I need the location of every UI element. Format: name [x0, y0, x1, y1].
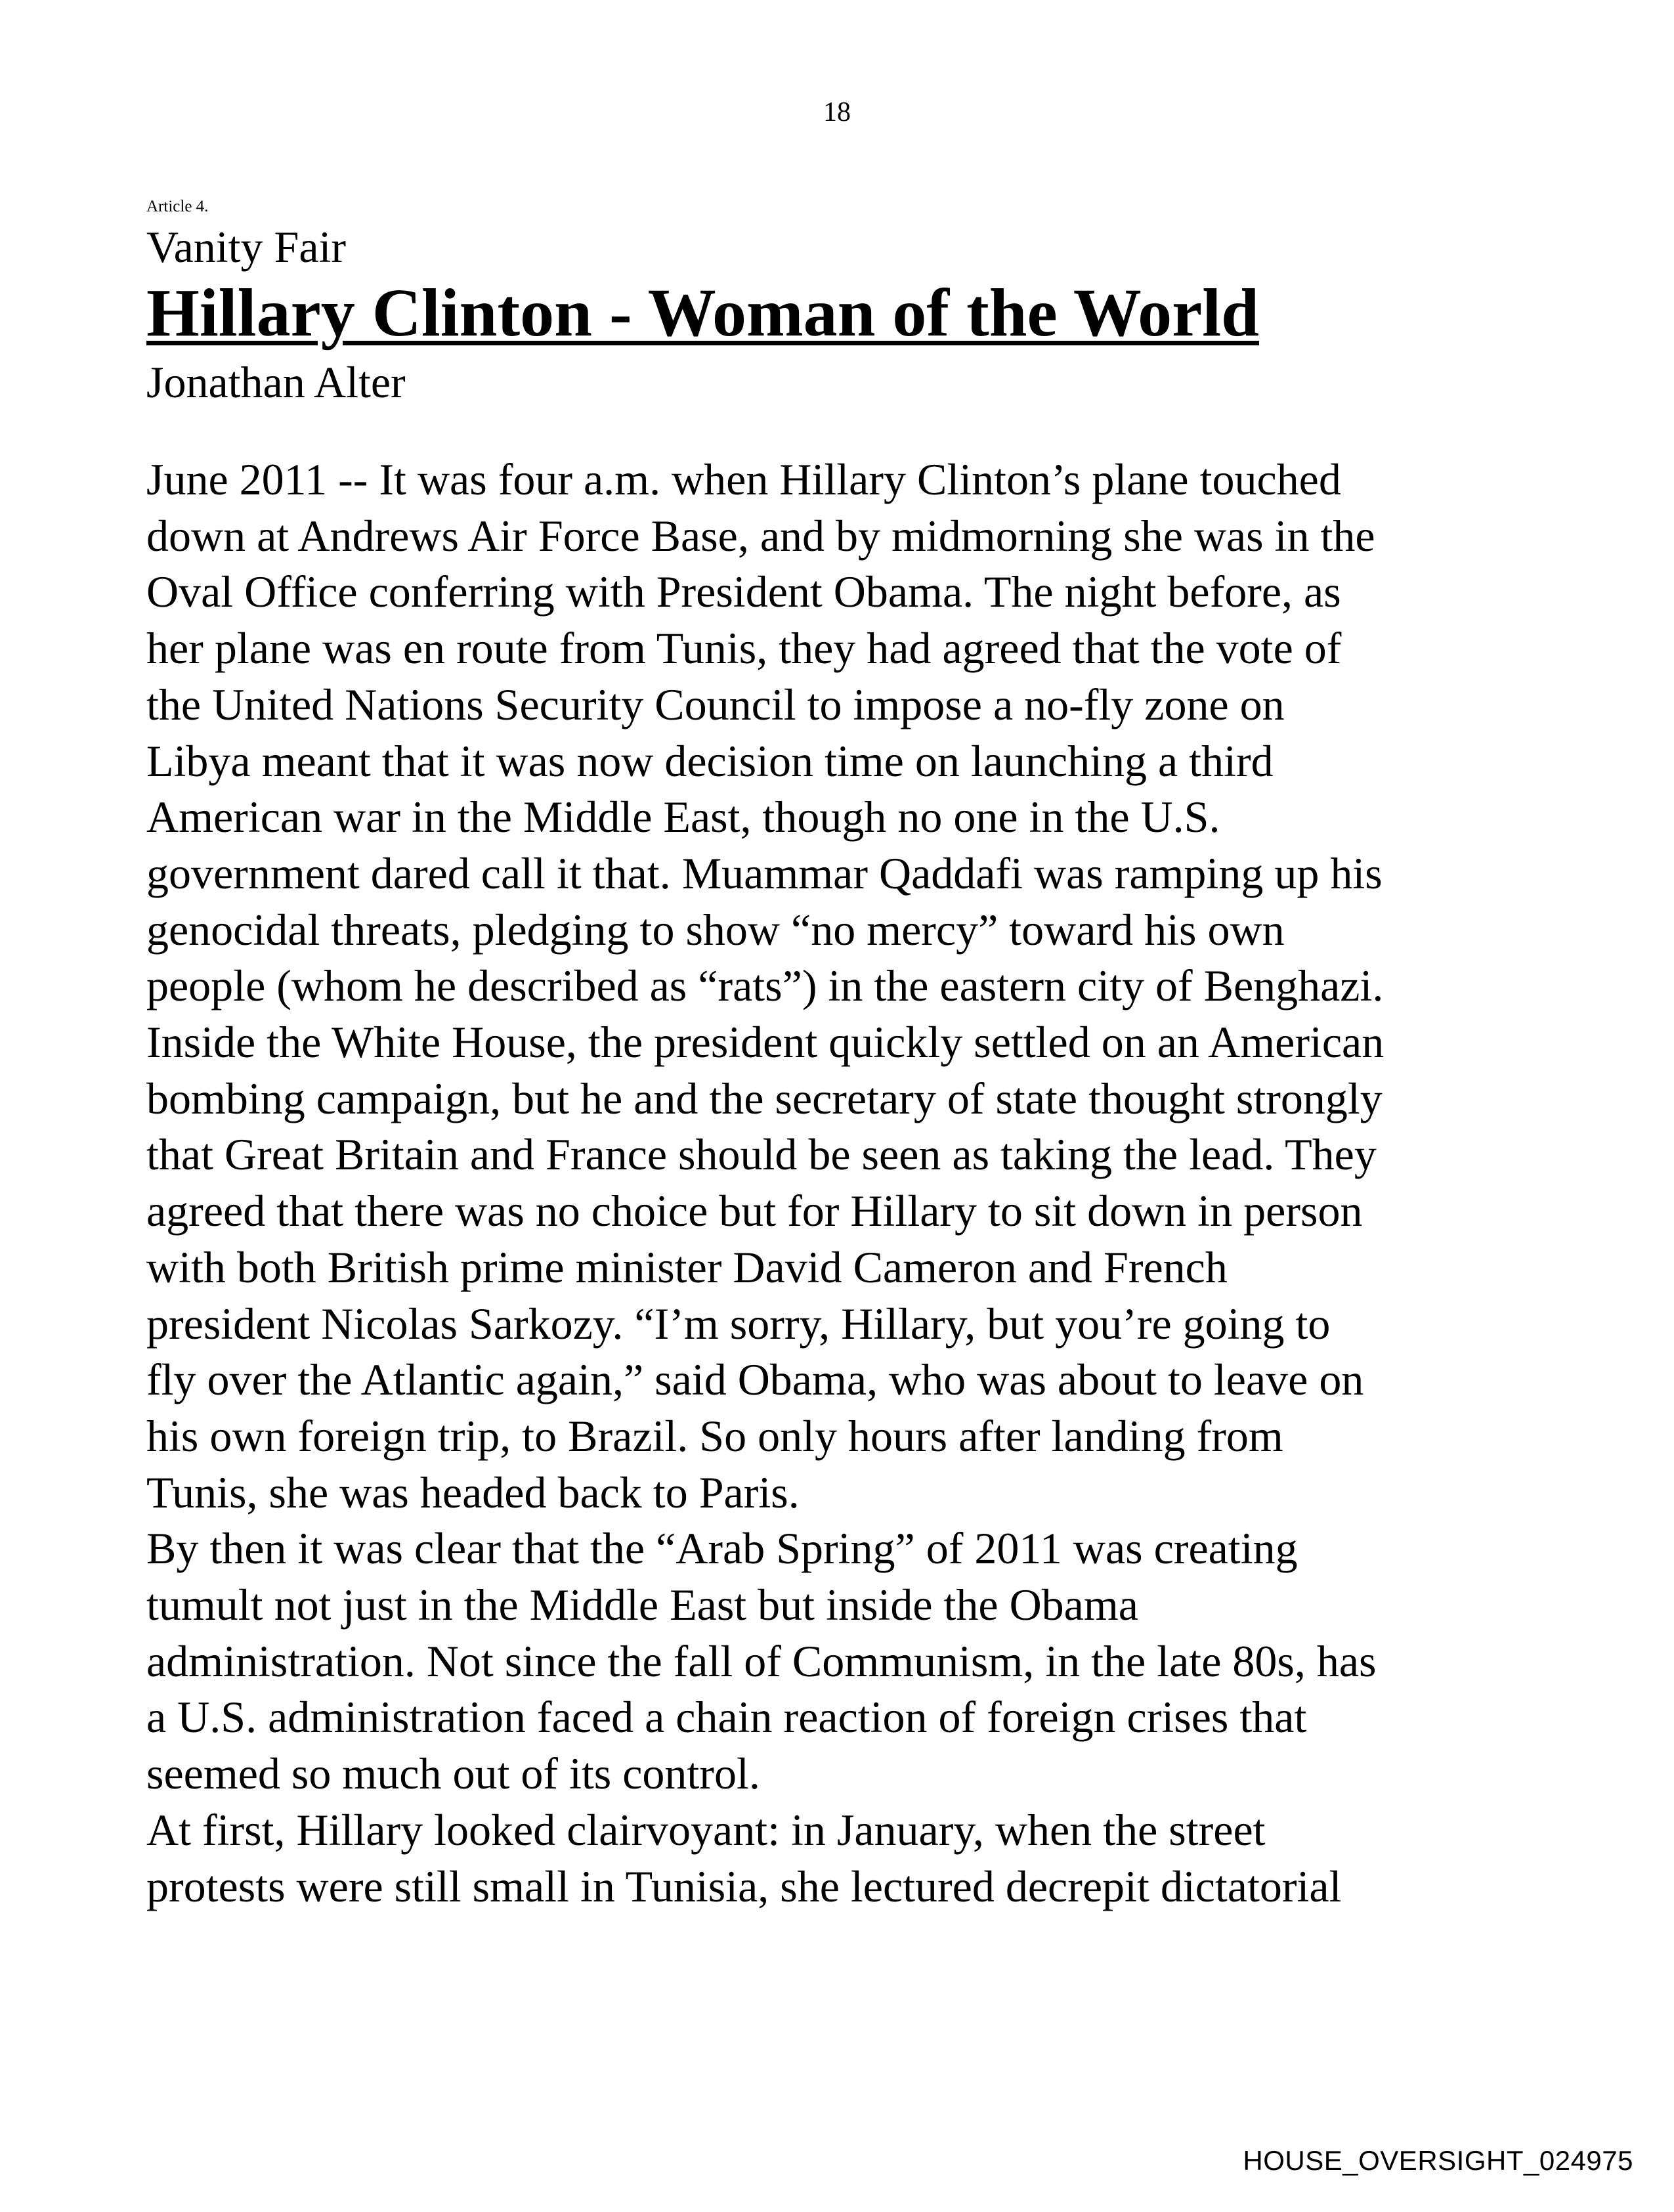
body-line: her plane was en route from Tunis, they had agreed that the vote of: [146, 623, 1342, 674]
body-line: with both British prime minister David Cameron and French: [146, 1242, 1228, 1292]
body-line: president Nicolas Sarkozy. “I’m sorry, Hillary, but you’re going to: [146, 1298, 1331, 1349]
body-line: seemed so much out of its control.: [146, 1748, 760, 1799]
article-title: Hillary Clinton - Woman of the World: [146, 275, 1259, 351]
body-line: government dared call it that. Muammar Qaddafi was ramping up his: [146, 848, 1383, 898]
body-line: his own foreign trip, to Brazil. So only hours after landing from: [146, 1410, 1283, 1461]
body-line: Libya meant that it was now decision time on launching a third: [146, 735, 1274, 786]
body-line: protests were still small in Tunisia, she lectured decrepit dictatorial: [146, 1861, 1342, 1911]
article-label: Article 4.: [146, 198, 209, 215]
body-line: a U.S. administration faced a chain reaction of foreign crises that: [146, 1692, 1307, 1743]
article-author: Jonathan Alter: [146, 357, 406, 407]
publication-name: Vanity Fair: [146, 222, 347, 272]
body-line: American war in the Middle East, though no one in the U.S.: [146, 792, 1220, 842]
body-line: By then it was clear that the “Arab Spring” of 2011 was creating: [146, 1523, 1298, 1574]
body-line: the United Nations Security Council to impose a no-fly zone on: [146, 679, 1285, 729]
page-number: 18: [823, 97, 851, 127]
body-line: fly over the Atlantic again,” said Obama, who was about to leave on: [146, 1355, 1364, 1405]
body-line: down at Andrews Air Force Base, and by midmorning she was in the: [146, 510, 1375, 561]
body-line: Oval Office conferring with President Obama. The night before, as: [146, 567, 1341, 617]
body-line: genocidal threats, pledging to show “no mercy” toward his own: [146, 904, 1285, 955]
document-id: HOUSE_OVERSIGHT_024975: [1243, 2145, 1633, 2176]
body-line: Tunis, she was headed back to Paris.: [146, 1467, 800, 1517]
body-line: people (whom he described as “rats”) in the eastern city of Benghazi.: [146, 961, 1384, 1011]
body-line: administration. Not since the fall of Communism, in the late 80s, has: [146, 1636, 1377, 1686]
body-line: that Great Britain and France should be seen as taking the lead. They: [146, 1129, 1377, 1180]
body-line: At first, Hillary looked clairvoyant: in January, when the street: [146, 1804, 1266, 1855]
body-line: bombing campaign, but he and the secretary of state thought strongly: [146, 1073, 1383, 1123]
body-line: tumult not just in the Middle East but inside the Obama: [146, 1580, 1138, 1630]
body-line: agreed that there was no choice but for Hillary to sit down in person: [146, 1186, 1363, 1236]
body-line: Inside the White House, the president quickly settled on an American: [146, 1017, 1384, 1068]
article: [146, 197, 1545, 1915]
article-body: [146, 452, 1545, 1915]
body-line: June 2011 -- It was four a.m. when Hillary Clinton’s plane touched: [146, 454, 1341, 504]
